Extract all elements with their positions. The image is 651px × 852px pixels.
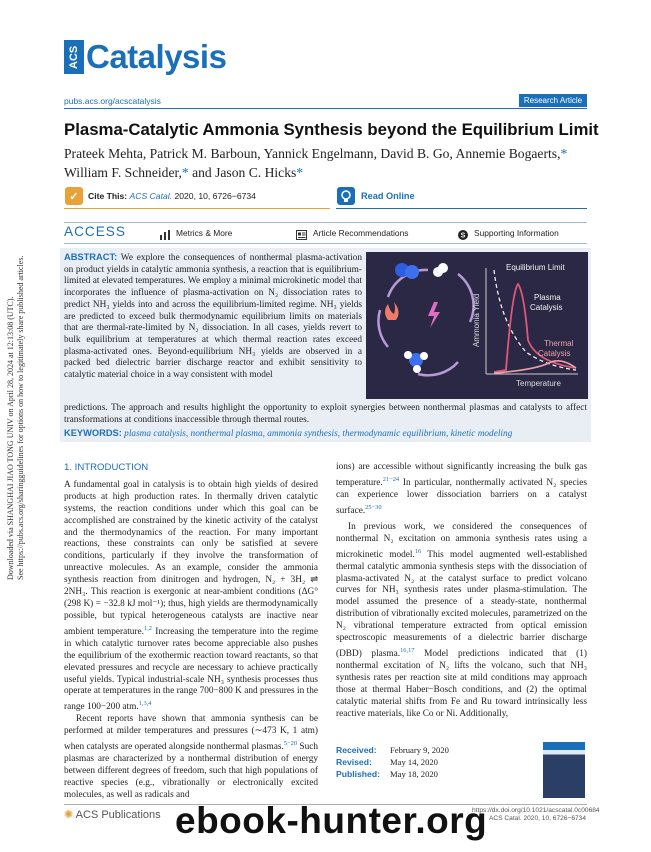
intro-left-column — [64, 462, 318, 802]
revised-label: Revised: — [336, 757, 372, 767]
footer-citation — [472, 807, 600, 823]
bar-chart-icon — [160, 227, 170, 237]
article-title: Plasma-Catalytic Ammonia Synthesis beyond the Equilibrium Limit — [64, 120, 599, 139]
side-note-line1: Downloaded via SHANGHAI JIAO TONG UNIV on April 28, 2024 at 12:13:08 (UTC). — [6, 296, 15, 580]
toc-graphic — [366, 252, 588, 399]
publication-dates — [336, 744, 449, 780]
toc-thermal-catalysis: Thermal — [544, 339, 574, 348]
supporting-info-icon — [458, 227, 468, 240]
cite-this[interactable] — [88, 191, 256, 201]
p4b-text: This model augmented well-established thermal catalytic ammonia synthesis steps with the dissociation of plasma-activated N₂ at the catalyst surface to predict volcano curves for NH₃ synthesis rates under plasma-stimulation. The model assumed the presence of a steady-state, nonthermal distribution of vibrationally excited molecules, parametrized on the N₂ vibrational temperature extracted from optical emission spectroscopic measurements of a dielectric barrier discharge (DBD) plasma. — [336, 549, 587, 660]
p3-text: ions) are accessible without significantly increasing the bulk gas temperature. — [336, 462, 587, 488]
download-side-note — [6, 256, 26, 580]
toc-equilibrium-limit: Equilibrium Limit — [506, 263, 565, 272]
corresponding-author-star[interactable]: * — [560, 146, 568, 161]
ref-link[interactable]: 5−20 — [283, 740, 298, 748]
intro-right-column — [336, 462, 587, 721]
abstract-heading: ABSTRACT: — [64, 252, 118, 262]
p1-text: A fundamental goal in catalysis is to obtain high yields of desired products at high production rates. In thermally driven catalytic systems, the reaction conditions under which this goal can be accomplished are constrained by the kinetic activity of the catalyst and the thermodynamics of the reaction. For many important reactions, these constraints can only be satisfied at severe conditions, particularly if they involve the transformation of unreactive molecules. As an example, consider the ammonia synthesis reaction from dinitrogen and hydrogen, N₂ + 3H₂ ⇌ 2NH₃. This reaction is exergonic at near-ambient conditions (ΔG°(298 K) = −32.8 kJ mol⁻¹); thus, high yields are thermodynamically possible, but typical heterogeneous catalysts are inactive near ambient temperature. — [64, 479, 318, 637]
toc-plasma-catalysis: Plasma — [534, 293, 561, 302]
revised-date: May 14, 2020 — [390, 757, 438, 767]
watermark-text: ebook-hunter.org — [175, 800, 488, 841]
abstract-text — [64, 252, 362, 382]
recommendations-icon — [296, 227, 306, 237]
authors-line2b: and Jason C. Hicks — [188, 165, 297, 180]
ref-link[interactable]: 21−24 — [382, 475, 400, 483]
ref-link[interactable]: 16 — [414, 547, 422, 555]
toc-plasma-catalysis-2: Catalysis — [530, 303, 563, 312]
access-label: ACCESS — [64, 224, 126, 239]
p2b-text: Such plasmas are characterized by a nonthermal distribution of energy between different degrees of freedom, such that high populations of reactive species (e.g., vibrationally or electronically excited molecules, as well as radicals and — [64, 742, 318, 800]
p3b-text: In particular, nonthermally activated N₂ species can experience lower dissociation barriers on a catalyst surface. — [336, 478, 587, 516]
ref-link[interactable]: 1,3,4 — [138, 700, 152, 708]
ref-link[interactable]: 25−30 — [365, 503, 382, 511]
intro-paragraph-3 — [336, 462, 587, 518]
p2-text: Recent reports have shown that ammonia synthesis can be performed at milder temperatures and pressures (∼473 K, 1 atm) when catalysts are operated alongside nonthermal plasmas. — [64, 714, 318, 753]
ref-link[interactable]: 1,2 — [143, 624, 152, 632]
author-list — [64, 144, 594, 182]
keywords-list: plasma catalysis, nonthermal plasma, ammonia synthesis, thermodynamic equilibrium, kinetic modeling — [121, 429, 513, 439]
footer-doi-link[interactable]: https://dx.doi.org/10.1021/acscatal.0c00684 — [472, 807, 600, 814]
metrics-more-link[interactable]: Metrics & More — [176, 228, 233, 238]
article-type-badge: Research Article — [519, 94, 587, 107]
intro-paragraph-4 — [336, 522, 587, 721]
intro-paragraph-2 — [64, 714, 318, 801]
authors-line2a: William F. Schneider, — [64, 165, 182, 180]
published-date: May 18, 2020 — [390, 769, 438, 779]
toc-ylabel: Ammonia Yield — [472, 293, 481, 347]
read-online-icon — [337, 187, 355, 205]
cite-journal: ACS Catal. — [129, 191, 173, 201]
keywords-heading: KEYWORDS: — [64, 428, 122, 438]
journal-logo-name: Catalysis — [86, 38, 227, 75]
cite-label: Cite This: — [88, 191, 128, 201]
journal-url-link[interactable]: pubs.acs.org/acscatalysis — [64, 96, 161, 106]
toc-thermal-catalysis-2: Catalysis — [538, 349, 571, 358]
journal-cover-image — [543, 742, 585, 798]
orange-check-icon: ✓ — [65, 187, 83, 205]
svg-text:S: S — [460, 232, 466, 240]
ref-link[interactable]: 16,17 — [400, 646, 415, 654]
supporting-information-link[interactable]: Supporting Information — [474, 228, 559, 238]
intro-paragraph-1 — [64, 480, 318, 714]
header-divider — [64, 108, 587, 109]
acs-publications-logo: ✺ ACS Publications — [64, 809, 161, 821]
article-recommendations-link[interactable]: Article Recommendations — [313, 228, 409, 238]
toc-xlabel: Temperature — [516, 379, 561, 388]
side-note-line2: See https://pubs.acs.org/sharingguidelines for options on how to legitimately share published articles. — [16, 255, 25, 580]
published-label: Published: — [336, 769, 380, 779]
authors-line1: Prateek Mehta, Patrick M. Barboun, Yannick Engelmann, David B. Go, Annemie Bogaerts, — [64, 146, 561, 161]
received-date: February 9, 2020 — [390, 745, 449, 755]
p1b-text: Increasing the temperature into the regime in which catalytic turnover rates become appreciable also pushes the equilibrium of the exothermic reaction toward reactants, so that elevated pressures and recycle are necessary to achieve practically useful yields. Typical industrial-scale NH₃ synthesis processes thus operate at temperatures in the range 700−800 K and pressures in the range 100−200 atm. — [64, 626, 318, 713]
corresponding-author-star[interactable]: * — [181, 165, 189, 180]
cite-details: 2020, 10, 6726−6734 — [172, 191, 256, 201]
abstract-body: We explore the consequences of nonthermal plasma-activation on product yields in catalytic ammonia synthesis, a reaction that is equilibrium-limited at elevated temperatures. We employ a minimal microkinetic model that incorporates the influence of plasma-activation on N₂ dissociation rates to predict NH₃ yields into and across the equilibrium-limited regime. NH₃ yields are predicted to exceed bulk thermodynamic equilibrium limits on materials that are thermal-rate-limited by N₂ dissociation. In all cases, yields revert to bulk equilibrium at temperatures at which thermal reaction rates exceed plasma-activated ones. Beyond-equilibrium NH₃ yields are observed in a packed bed dielectric barrier discharge reactor and exhibit sensitivity to catalytic material choice in a way consistent with model — [64, 253, 362, 381]
abstract-continued: predictions. The approach and results highlight the opportunity to exploit synergies between nonthermal plasmas and catalysts to affect transformations at conditions inaccessible through thermal routes. — [64, 403, 587, 425]
corresponding-author-star[interactable]: * — [296, 165, 304, 180]
read-online-link[interactable]: Read Online — [361, 191, 415, 201]
p4-text: In previous work, we considered the consequences of nonthermal N₂ excitation on ammonia synthesis rates using a microkinetic model. — [336, 521, 587, 560]
footer-citation-text: ACS Catal. 2020, 10, 6726−6734 — [489, 815, 586, 822]
journal-logo-prefix: ACS — [64, 40, 84, 74]
publisher-name: ACS Publications — [75, 809, 161, 821]
received-label: Received: — [336, 745, 377, 755]
p4c-text: Model predictions indicated that (1) nonthermal excitation of N₂ lifts the volcano, such that NH₃ synthesis rates per reaction site at mild conditions may approach those at thermal Haber−Bosch conditions, and (2) the optimal catalytic material shifts from Fe and Ru toward intrinsically less reactive materials, like Co or Ni. Additionally, — [336, 649, 587, 719]
section-heading: 1. INTRODUCTION — [64, 462, 149, 473]
keywords — [64, 428, 587, 441]
